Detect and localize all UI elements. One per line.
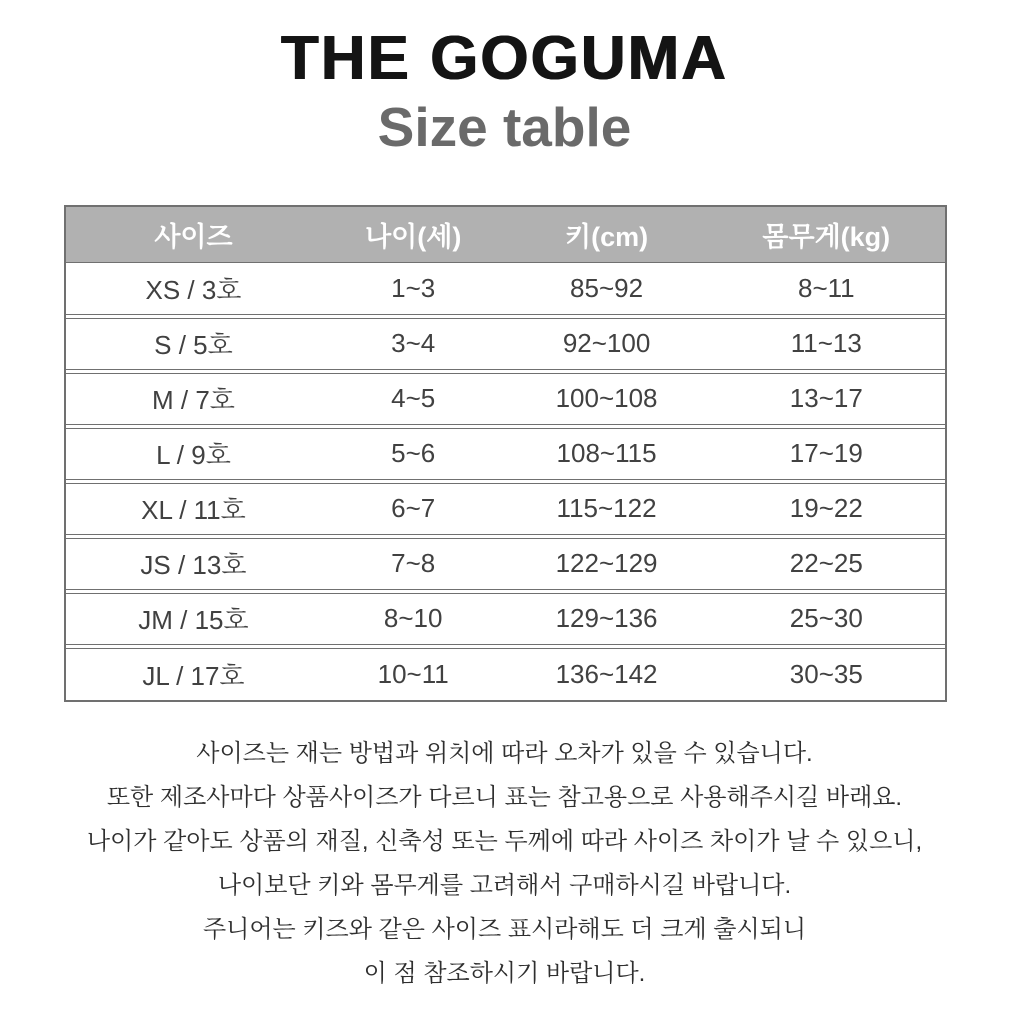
size-table-header-row <box>66 207 945 263</box>
cell-size: M / 7호 <box>152 385 235 416</box>
cell-weight: 25~30 <box>789 603 863 634</box>
cell-height: 129~136 <box>555 603 658 634</box>
size-notes <box>0 732 1009 996</box>
brand-title: THE GOGUMA <box>280 24 729 93</box>
cell-height: 100~108 <box>555 383 658 414</box>
cell-height: 136~142 <box>555 658 658 689</box>
cell-weight: 17~19 <box>789 438 863 469</box>
table-row <box>66 318 945 370</box>
column-header-size: 사이즈 <box>154 221 233 252</box>
cell-age: 7~8 <box>391 548 436 579</box>
cell-age: 10~11 <box>377 658 449 689</box>
cell-weight: 19~22 <box>789 493 863 524</box>
column-header-weight: 몸무게(kg) <box>762 221 891 252</box>
note-line: 이 점 참조하시기 바랍니다. <box>363 959 646 987</box>
note-line: 주니어는 키즈와 같은 사이즈 표시라해도 더 크게 출시되니 <box>202 915 807 943</box>
cell-weight: 11~13 <box>790 328 862 359</box>
note-line: 나이가 같아도 상품의 재질, 신축성 또는 두께에 따라 사이즈 차이가 날 수 있으니, <box>86 827 923 855</box>
size-table <box>64 205 947 702</box>
cell-age: 4~5 <box>391 383 436 414</box>
table-row <box>66 593 945 645</box>
cell-height: 108~115 <box>556 438 657 469</box>
table-row <box>66 373 945 425</box>
table-row <box>66 263 945 315</box>
cell-size: XL / 11호 <box>141 495 246 526</box>
note-line: 나이보단 키와 몸무게를 고려해서 구매하시길 바랍니다. <box>217 871 792 899</box>
cell-height: 85~92 <box>570 272 644 303</box>
table-row <box>66 428 945 480</box>
cell-size: JS / 13호 <box>140 550 247 581</box>
cell-size: L / 9호 <box>156 440 231 471</box>
table-row <box>66 648 945 700</box>
cell-age: 3~4 <box>391 328 436 359</box>
note-line: 또한 제조사마다 상품사이즈가 다르니 표는 참고용으로 사용해주시길 바래요. <box>106 783 903 811</box>
column-header-age: 나이(세) <box>365 221 462 252</box>
page-subtitle: Size table <box>377 96 632 159</box>
cell-age: 6~7 <box>391 493 436 524</box>
cell-weight: 30~35 <box>789 658 863 689</box>
cell-weight: 13~17 <box>789 383 863 414</box>
cell-weight: 8~11 <box>797 272 855 303</box>
cell-size: JL / 17호 <box>142 660 245 691</box>
cell-age: 5~6 <box>391 438 436 469</box>
cell-size: XS / 3호 <box>145 274 242 305</box>
table-row <box>66 483 945 535</box>
cell-age: 1~3 <box>391 272 436 303</box>
cell-size: S / 5호 <box>154 330 233 361</box>
cell-weight: 22~25 <box>789 548 863 579</box>
cell-height: 92~100 <box>562 328 651 359</box>
cell-height: 115~122 <box>556 493 657 524</box>
table-row <box>66 538 945 590</box>
note-line: 사이즈는 재는 방법과 위치에 따라 오차가 있을 수 있습니다. <box>196 739 813 767</box>
cell-height: 122~129 <box>555 548 658 579</box>
cell-age: 8~10 <box>383 603 443 634</box>
cell-size: JM / 15호 <box>138 605 249 636</box>
column-header-height: 키(cm) <box>565 221 649 252</box>
